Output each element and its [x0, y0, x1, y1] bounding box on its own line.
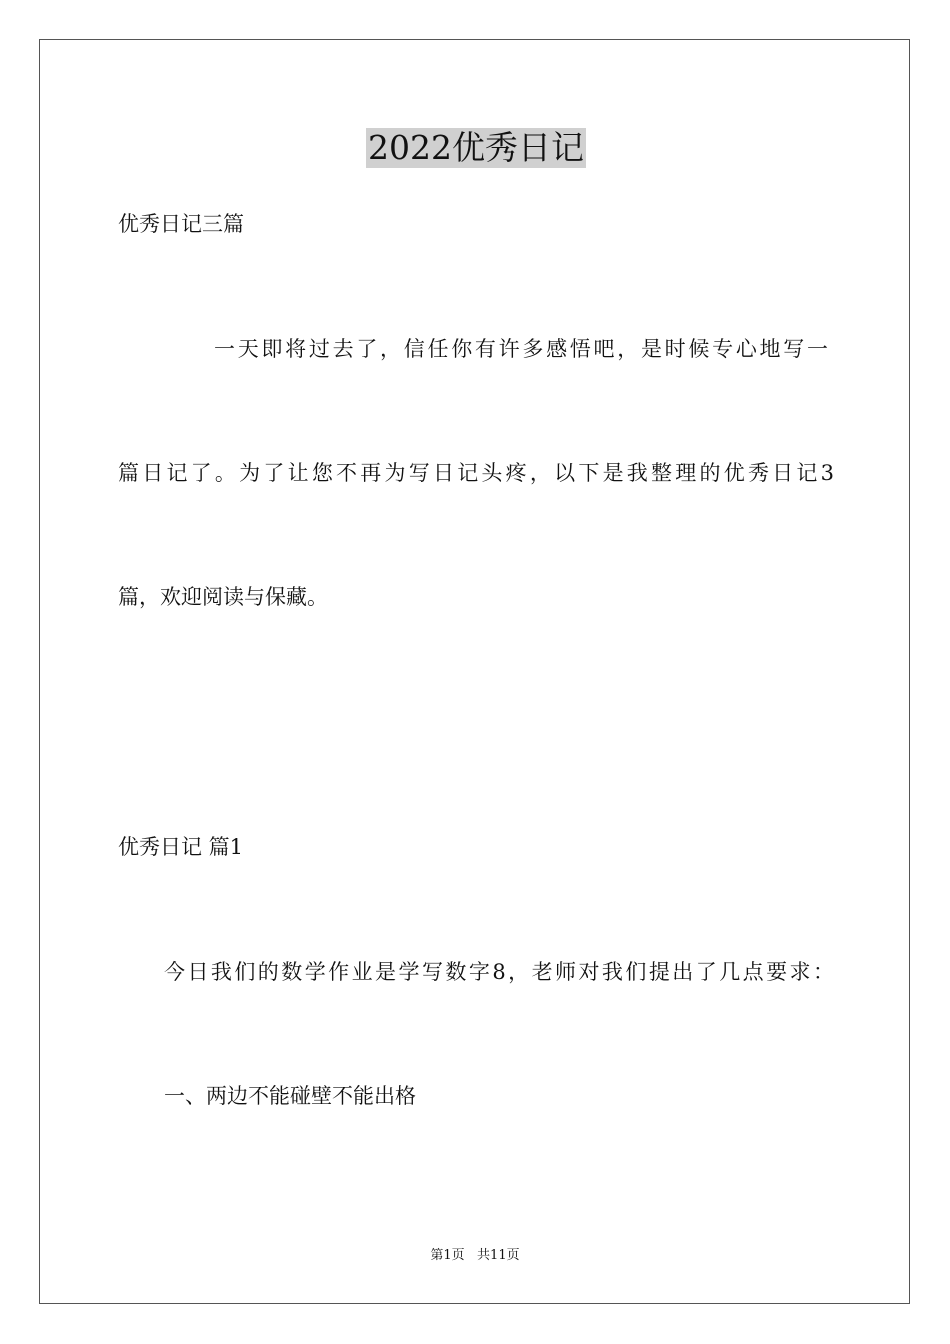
document-title: 2022优秀日记 — [368, 128, 584, 167]
document-subtitle: 优秀日记三篇 — [118, 212, 244, 236]
intro-line-2: 篇日记了。为了让您不再为写日记头疼，以下是我整理的优秀日记3 — [118, 461, 834, 485]
body-line-1: 今日我们的数学作业是学写数字8，老师对我们提出了几点要求： — [164, 960, 834, 984]
page-footer: 第1页 共11页 — [430, 1248, 520, 1263]
intro-line-3: 篇，欢迎阅读与保藏。 — [118, 585, 328, 609]
intro-line-1: 一天即将过去了，信任你有许多感悟吧，是时候专心地写一 — [214, 337, 828, 361]
body-line-2: 一、两边不能碰壁不能出格 — [164, 1084, 416, 1108]
section-heading: 优秀日记 篇1 — [118, 835, 244, 859]
